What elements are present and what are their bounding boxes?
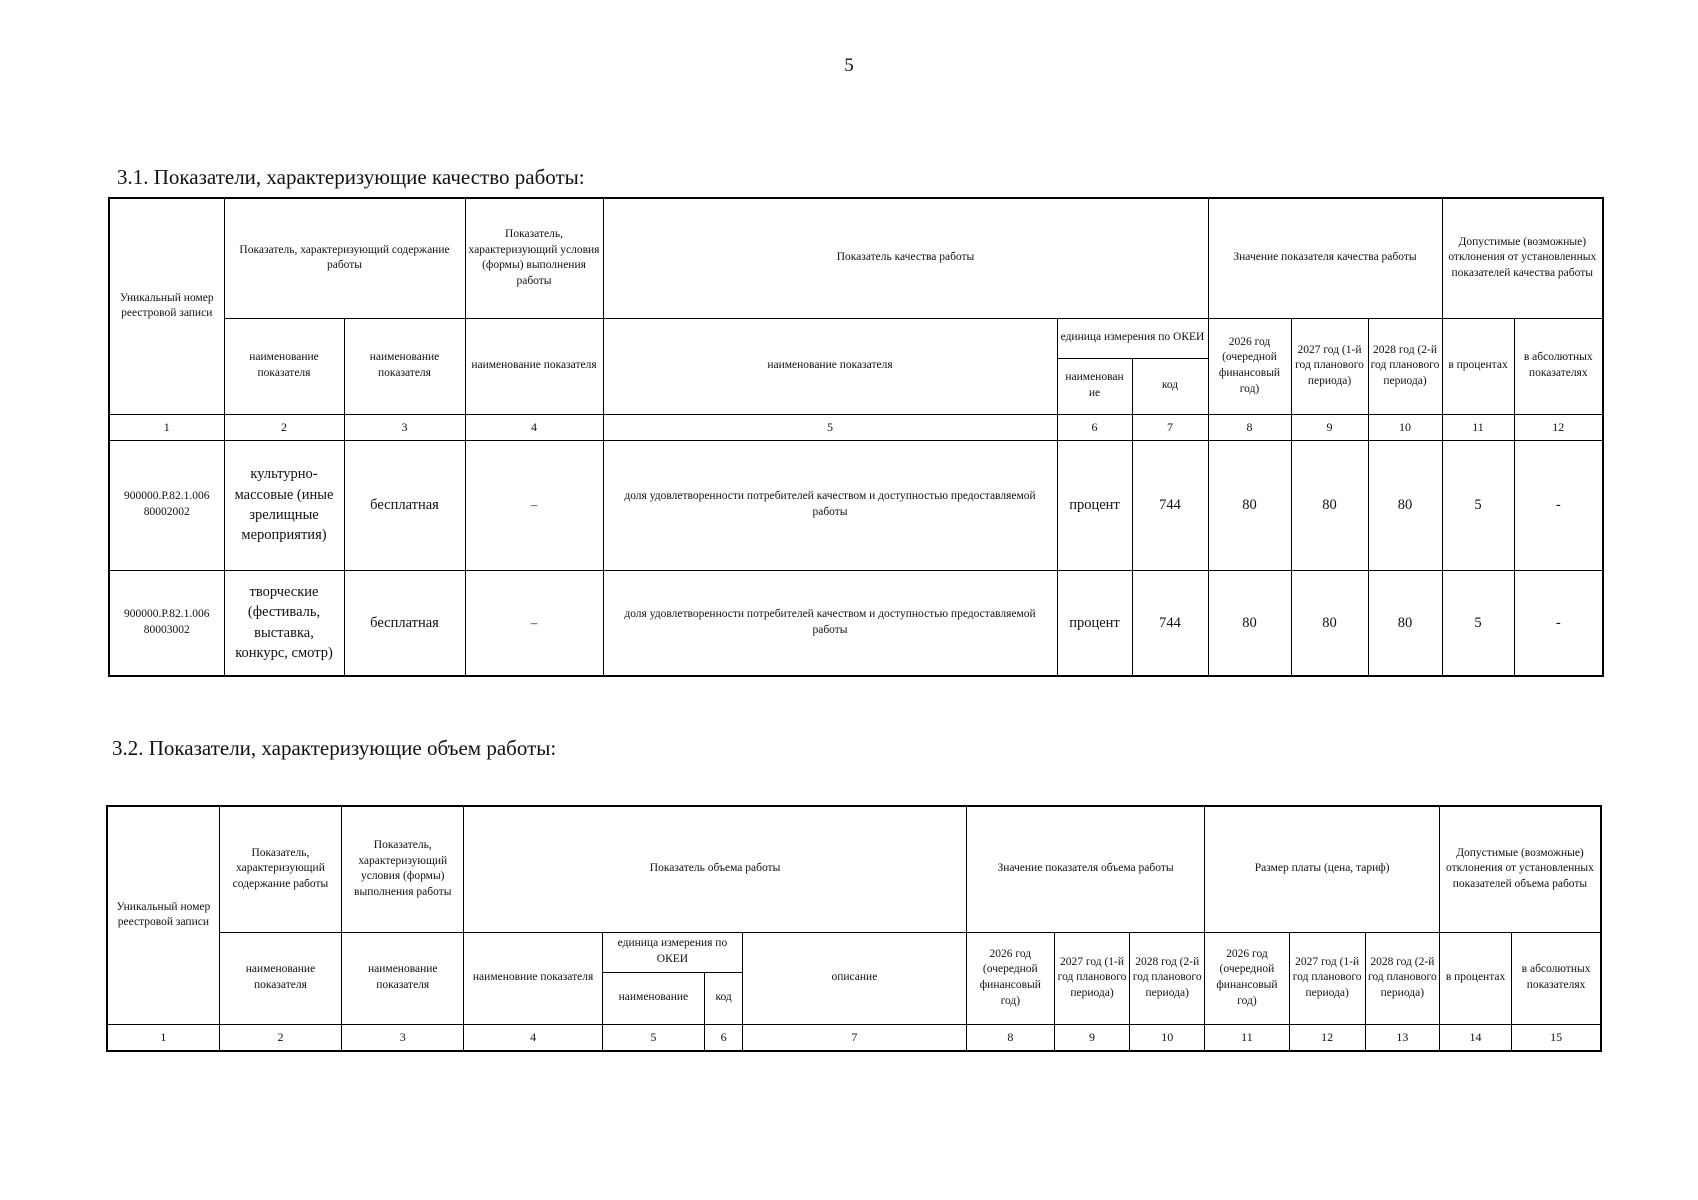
index-cell: 8	[966, 1024, 1054, 1051]
content-cell: культурно-массовые (иные зрелищные мероприятия)	[224, 440, 344, 570]
index-cell: 2	[224, 414, 344, 440]
form-cell: –	[465, 570, 603, 676]
content-cell: творческие (фестиваль, выставка, конкурс, смотр)	[224, 570, 344, 676]
condition-cell: бесплатная	[344, 570, 465, 676]
value-2027-cell: 80	[1291, 570, 1368, 676]
header-col11: 2026 год (очередной финансовый год)	[1205, 932, 1289, 1024]
index-cell: 6	[1057, 414, 1132, 440]
header-fee-group: Размер платы (цена, тариф)	[1205, 806, 1440, 932]
reg-number-cell: 900000.Р.82.1.006 80003002	[109, 570, 224, 676]
header-col3: наименование показателя	[342, 932, 464, 1024]
index-cell: 11	[1442, 414, 1514, 440]
index-cell: 7	[1132, 414, 1208, 440]
index-cell: 15	[1512, 1024, 1601, 1051]
header-col9: 2027 год (1-й год планового периода)	[1291, 318, 1368, 414]
section-3-1-title: 3.1. Показатели, характеризующие качество работы:	[117, 165, 585, 189]
header-col14: в процентах	[1439, 932, 1511, 1024]
reg-number-cell: 900000.Р.82.1.006 80002002	[109, 440, 224, 570]
header-col9: 2027 год (1-й год планового периода)	[1054, 932, 1129, 1024]
header-col7: описание	[743, 932, 967, 1024]
index-cell: 13	[1365, 1024, 1439, 1051]
header-value-group: Значение показателя качества работы	[1208, 198, 1442, 318]
value-2028-cell: 80	[1368, 570, 1442, 676]
header-col10: 2028 год (2-й год планового периода)	[1368, 318, 1442, 414]
index-cell: 3	[342, 1024, 464, 1051]
index-cell: 5	[602, 1024, 704, 1051]
condition-cell: бесплатная	[344, 440, 465, 570]
header-unit-group: единица измерения по ОКЕИ	[1057, 318, 1208, 358]
index-cell: 9	[1291, 414, 1368, 440]
header-conditions-group: Показатель, характеризующий условия (формы) выполнения работы	[465, 198, 603, 318]
header-deviation-group: Допустимые (возможные) отклонения от установленных показателей качества работы	[1442, 198, 1603, 318]
header-value-group: Значение показателя объема работы	[966, 806, 1205, 932]
page-number: 5	[844, 55, 854, 76]
index-cell: 10	[1130, 1024, 1205, 1051]
value-2026-cell: 80	[1208, 570, 1291, 676]
deviation-pct-cell: 5	[1442, 440, 1514, 570]
index-cell: 1	[107, 1024, 219, 1051]
header-col2: наименование показателя	[219, 932, 341, 1024]
header-col10: 2028 год (2-й год планового периода)	[1130, 932, 1205, 1024]
header-col12: в абсолютных показателях	[1514, 318, 1603, 414]
index-cell: 7	[743, 1024, 967, 1051]
indicator-cell: доля удовлетворенности потребителей качеством и доступностью предоставляемой работы	[603, 440, 1057, 570]
index-cell: 1	[109, 414, 224, 440]
header-col4: наименовние показателя	[464, 932, 602, 1024]
header-col2: наименование показателя	[224, 318, 344, 414]
header-col13: 2028 год (2-й год планового периода)	[1365, 932, 1439, 1024]
header-col4: наименование показателя	[465, 318, 603, 414]
table-row	[109, 440, 1603, 570]
header-col3: наименование показателя	[344, 318, 465, 414]
form-cell: –	[465, 440, 603, 570]
header-volume-group: Показатель объема работы	[464, 806, 966, 932]
value-2027-cell: 80	[1291, 440, 1368, 570]
column-index-row	[107, 1024, 1601, 1051]
header-col7: код	[1132, 358, 1208, 414]
header-content-group: Показатель, характеризующий содержание работы	[219, 806, 341, 932]
table-row	[109, 570, 1603, 676]
header-reg-number: Уникальный номер реестровой записи	[109, 198, 224, 414]
header-col6: код	[705, 972, 743, 1024]
column-index-row	[109, 414, 1603, 440]
quality-indicators-table	[108, 197, 1604, 677]
header-conditions-group: Показатель, характеризующий условия (формы) выполнения работы	[342, 806, 464, 932]
header-deviation-group: Допустимые (возможные) отклонения от установленных показателей объема работы	[1439, 806, 1601, 932]
index-cell: 12	[1514, 414, 1603, 440]
header-col12: 2027 год (1-й год планового периода)	[1289, 932, 1365, 1024]
index-cell: 10	[1368, 414, 1442, 440]
header-col15: в абсолютных показателях	[1512, 932, 1601, 1024]
unit-cell: процент	[1057, 570, 1132, 676]
header-unit-group: единица измерения по ОКЕИ	[602, 932, 742, 972]
header-col5: наименование	[602, 972, 704, 1024]
index-cell: 11	[1205, 1024, 1289, 1051]
index-cell: 5	[603, 414, 1057, 440]
header-col8: 2026 год (очередной финансовый год)	[1208, 318, 1291, 414]
deviation-abs-cell: -	[1514, 440, 1603, 570]
index-cell: 8	[1208, 414, 1291, 440]
index-cell: 4	[464, 1024, 602, 1051]
header-content-group: Показатель, характеризующий содержание работы	[224, 198, 465, 318]
index-cell: 9	[1054, 1024, 1129, 1051]
deviation-abs-cell: -	[1514, 570, 1603, 676]
index-cell: 6	[705, 1024, 743, 1051]
index-cell: 2	[219, 1024, 341, 1051]
volume-indicators-table	[106, 805, 1602, 1052]
section-3-2-title: 3.2. Показатели, характеризующие объем работы:	[112, 736, 557, 760]
indicator-cell: доля удовлетворенности потребителей качеством и доступностью предоставляемой работы	[603, 570, 1057, 676]
header-col11: в процентах	[1442, 318, 1514, 414]
index-cell: 12	[1289, 1024, 1365, 1051]
index-cell: 14	[1439, 1024, 1511, 1051]
code-cell: 744	[1132, 440, 1208, 570]
value-2026-cell: 80	[1208, 440, 1291, 570]
header-col5: наименование показателя	[603, 318, 1057, 414]
unit-cell: процент	[1057, 440, 1132, 570]
header-col8: 2026 год (очередной финансовый год)	[966, 932, 1054, 1024]
code-cell: 744	[1132, 570, 1208, 676]
header-col6: наименован ие	[1057, 358, 1132, 414]
deviation-pct-cell: 5	[1442, 570, 1514, 676]
index-cell: 3	[344, 414, 465, 440]
header-quality-group: Показатель качества работы	[603, 198, 1208, 318]
value-2028-cell: 80	[1368, 440, 1442, 570]
index-cell: 4	[465, 414, 603, 440]
header-reg-number: Уникальный номер реестровой записи	[107, 806, 219, 1024]
